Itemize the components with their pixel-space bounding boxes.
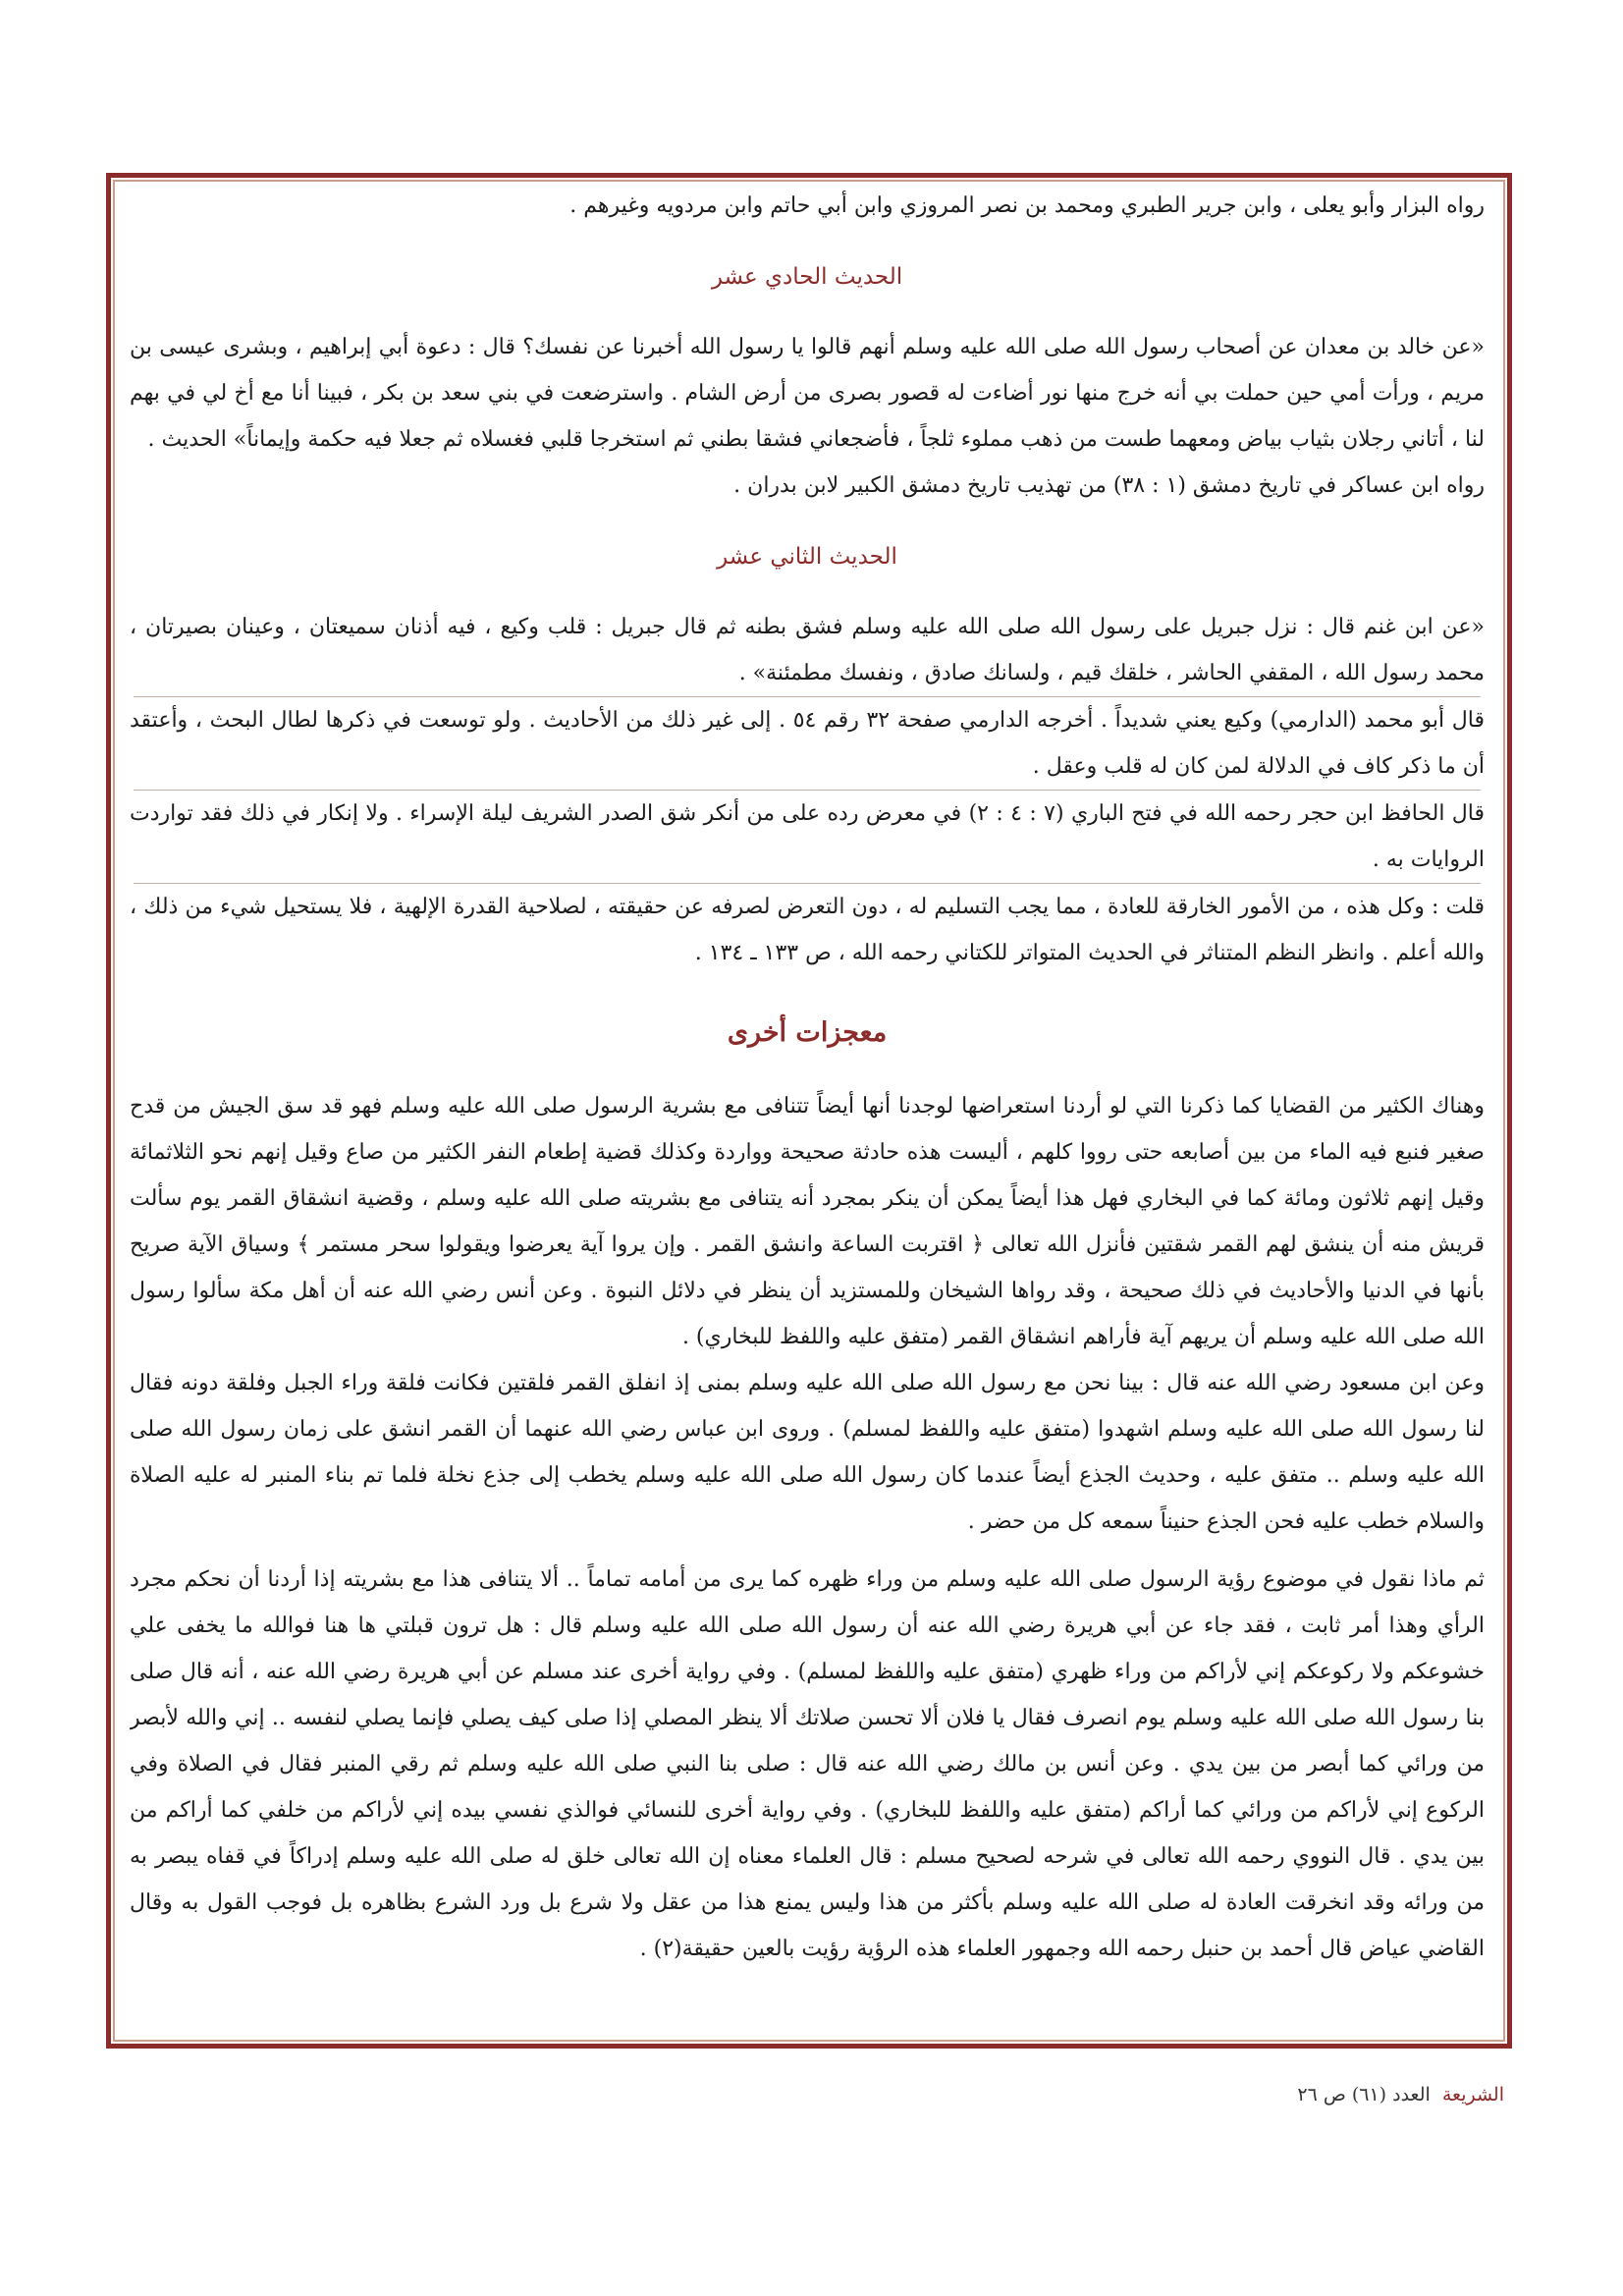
issue-page-number: العدد (٦١) ص ٢٦ [1297, 2084, 1431, 2105]
page-footer [1031, 2078, 1504, 2111]
article-body [130, 183, 1485, 2039]
paragraph: «عن ابن غنم قال : نزل جبريل على رسول الله صلى الله عليه وسلم فشق بطنه ثم قال جبريل : قلب وكيع ، فيه أذنان سميعتان ، وعينان بصيرتان ، محمد رسول الله ، المقفي الحاشر ، خلقك قيم ، ولسانك صادق ، ونفسك مطمئنة» . [130, 615, 1485, 685]
paragraph: قال الحافظ ابن حجر رحمه الله في فتح الباري (٧ : ٤ : ٢) في معرض رده على من أنكر شق الصدر الشريف ليلة الإسراء . ولا إنكار في ذلك فقد تواردت الروايات به . [130, 801, 1485, 872]
paragraph: قال أبو محمد (الدارمي) وكيع يعني شديداً . أخرجه الدارمي صفحة ٣٢ رقم ٥٤ . إلى غير ذلك من الأحاديث . ولو توسعت في ذكرها لطال البحث ، وأعتقد أن ما ذكر كاف في الدلالة لمن كان له قلب وعقل . [130, 708, 1485, 779]
paragraph: ثم ماذا نقول في موضوع رؤية الرسول صلى الله عليه وسلم من وراء ظهره كما يرى من أمامه تماماً .. ألا يتنافى هذا مع بشريته إذا أردنا أن نحكم مجرد الرأي وهذا أمر ثابت ، فقد جاء عن أبي هريرة رضي الله عنه أن رسول الله صلى الله عليه وسلم قال : هل ترون قبلتي ها هنا فوالله ما يخفى علي خشوعكم ولا ركوعكم إني لأراكم من وراء ظهري (متفق عليه واللفظ لمسلم) . وفي رواية أخرى عند مسلم عن أبي هريرة رضي الله عنه ، أنه قال صلى بنا رسول الله صلى الله عليه وسلم يوم انصرف فقال يا فلان ألا تحسن صلاتك ألا ينظر المصلي إذا صلى كيف يصلي فإنما يصلي لنفسه .. إني والله لأبصر من ورائي كما أبصر من بين يدي . وعن أنس بن مالك رضي الله عنه قال : صلى بنا النبي صلى الله عليه وسلم ثم رقي المنبر فقال في الصلاة وفي الركوع إني لأراكم من ورائي كما أراكم (متفق عليه واللفظ للبخاري) . وفي رواية أخرى للنسائي فوالذي نفسي بيده إني لأراكم من خلفي كما أراكم من بين يدي . قال النووي رحمه الله تعالى في شرحه لصحيح مسلم : قال العلماء معناه إن الله تعالى خلق له صلى الله عليه وسلم إدراكاً في قفاه يبصر به من ورائه وقد انخرقت العادة له صلى الله عليه وسلم بأكثر من هذا وليس يمنع هذا من عقل ولا شرع بل ورد الشرع بظاهره بل فوجب القول به وقال القاضي عياض قال أحمد بن حنبل رحمه الله وجمهور العلماء هذه الرؤية رؤيت بالعين حقيقة(٢) . [130, 1567, 1485, 1961]
section-heading-12: الحديث الثاني عشر [717, 544, 897, 570]
magazine-name: الشريعة [1441, 2084, 1504, 2105]
paragraph: وعن ابن مسعود رضي الله عنه قال : بينا نحن مع رسول الله صلى الله عليه وسلم بمنى إذ انفلق القمر فلقتين فكانت فلقة وراء الجبل وفلقة دونه فقال لنا رسول الله صلى الله عليه وسلم اشهدوا (متفق عليه واللفظ لمسلم) . وروى ابن عباس رضي الله عنهما أن القمر انشق على زمان رسول الله صلى الله عليه وسلم .. متفق عليه ، وحديث الجذع أيضاً عندما كان رسول الله صلى الله عليه وسلم يخطب إلى جذع نخلة فلما تم بناء المنبر له عليه الصلاة والسلام خطب عليه فحن الجذع حنيناً سمعه كل من حضر . [130, 1371, 1485, 1534]
section-heading-other-miracles: معجزات أخرى [727, 1017, 888, 1048]
paragraph: رواه ابن عساكر في تاريخ دمشق (١ : ٣٨) من تهذيب تاريخ دمشق الكبير لابن بدران . [733, 473, 1485, 498]
intro-paragraph: رواه البزار وأبو يعلى ، وابن جرير الطبري ومحمد بن نصر المروزي وابن أبي حاتم وابن مردويه وغيرهم . [569, 193, 1485, 218]
paragraph: وهناك الكثير من القضايا كما ذكرنا التي لو أردنا استعراضها لوجدنا أنها أيضاً تتنافى مع بشرية الرسول صلى الله عليه وسلم فهو قد سق الجيش من قدح صغير فنبع فيه الماء من بين أصابعه حتى رووا كلهم ، أليست هذه حادثة صحيحة وواردة وكذلك قضية إطعام النفر الكثير من صاع وقيل إنهم نحو الثلاثمائة وقيل إنهم ثلاثون ومائة كما في البخاري فهل هذا أيضاً يمكن أن ينكر بمجرد أنه يتنافى مع بشريته صلى الله عليه وسلم ، وقضية انشقاق القمر يوم سألت قريش منه أن ينشق لهم القمر شقتين فأنزل الله تعالى ﴿ اقتربت الساعة وانشق القمر . وإن يروا آية يعرضوا ويقولوا سحر مستمر ﴾ وسياق الآية صريح بأنها في الدنيا والأحاديث في ذلك صحيحة ، وقد رواها الشيخان وللمستزيد أن ينظر في دلائل النبوة . وعن أنس رضي الله عنه أن أهل مكة سألوا رسول الله صلى الله عليه وسلم أن يريهم آية فأراهم انشقاق القمر (متفق عليه واللفظ للبخاري) . [130, 1094, 1485, 1349]
section-heading-11: الحديث الحادي عشر [711, 264, 903, 290]
paragraph: قلت : وكل هذه ، من الأمور الخارقة للعادة ، مما يجب التسليم له ، دون التعرض لصرفه عن حقيقته ، لصلاحية القدرة الإلهية ، فلا يستحيل شيء من ذلك ، والله أعلم . وانظر النظم المتناثر في الحديث المتواتر للكتاني رحمه الله ، ص ١٣٣ ـ ١٣٤ . [130, 895, 1485, 965]
paragraph: «عن خالد بن معدان عن أصحاب رسول الله صلى الله عليه وسلم أنهم قالوا يا رسول الله أخبرنا عن نفسك؟ قال : دعوة أبي إبراهيم ، وبشرى عيسى بن مريم ، ورأت أمي حين حملت بي أنه خرج منها نور أضاءت له قصور بصرى من أرض الشام . واسترضعت في بني سعد بن بكر ، فبينا أنا مع أخ لي في بهم لنا ، أتاني رجلان بثياب بياض ومعهما طست من ذهب مملوء ثلجاً ، فأضجعاني فشقا بطني ثم استخرجا قلبي فغسلاه ثم جعلا فيه حكمة وإيماناً» الحديث . [130, 335, 1485, 452]
